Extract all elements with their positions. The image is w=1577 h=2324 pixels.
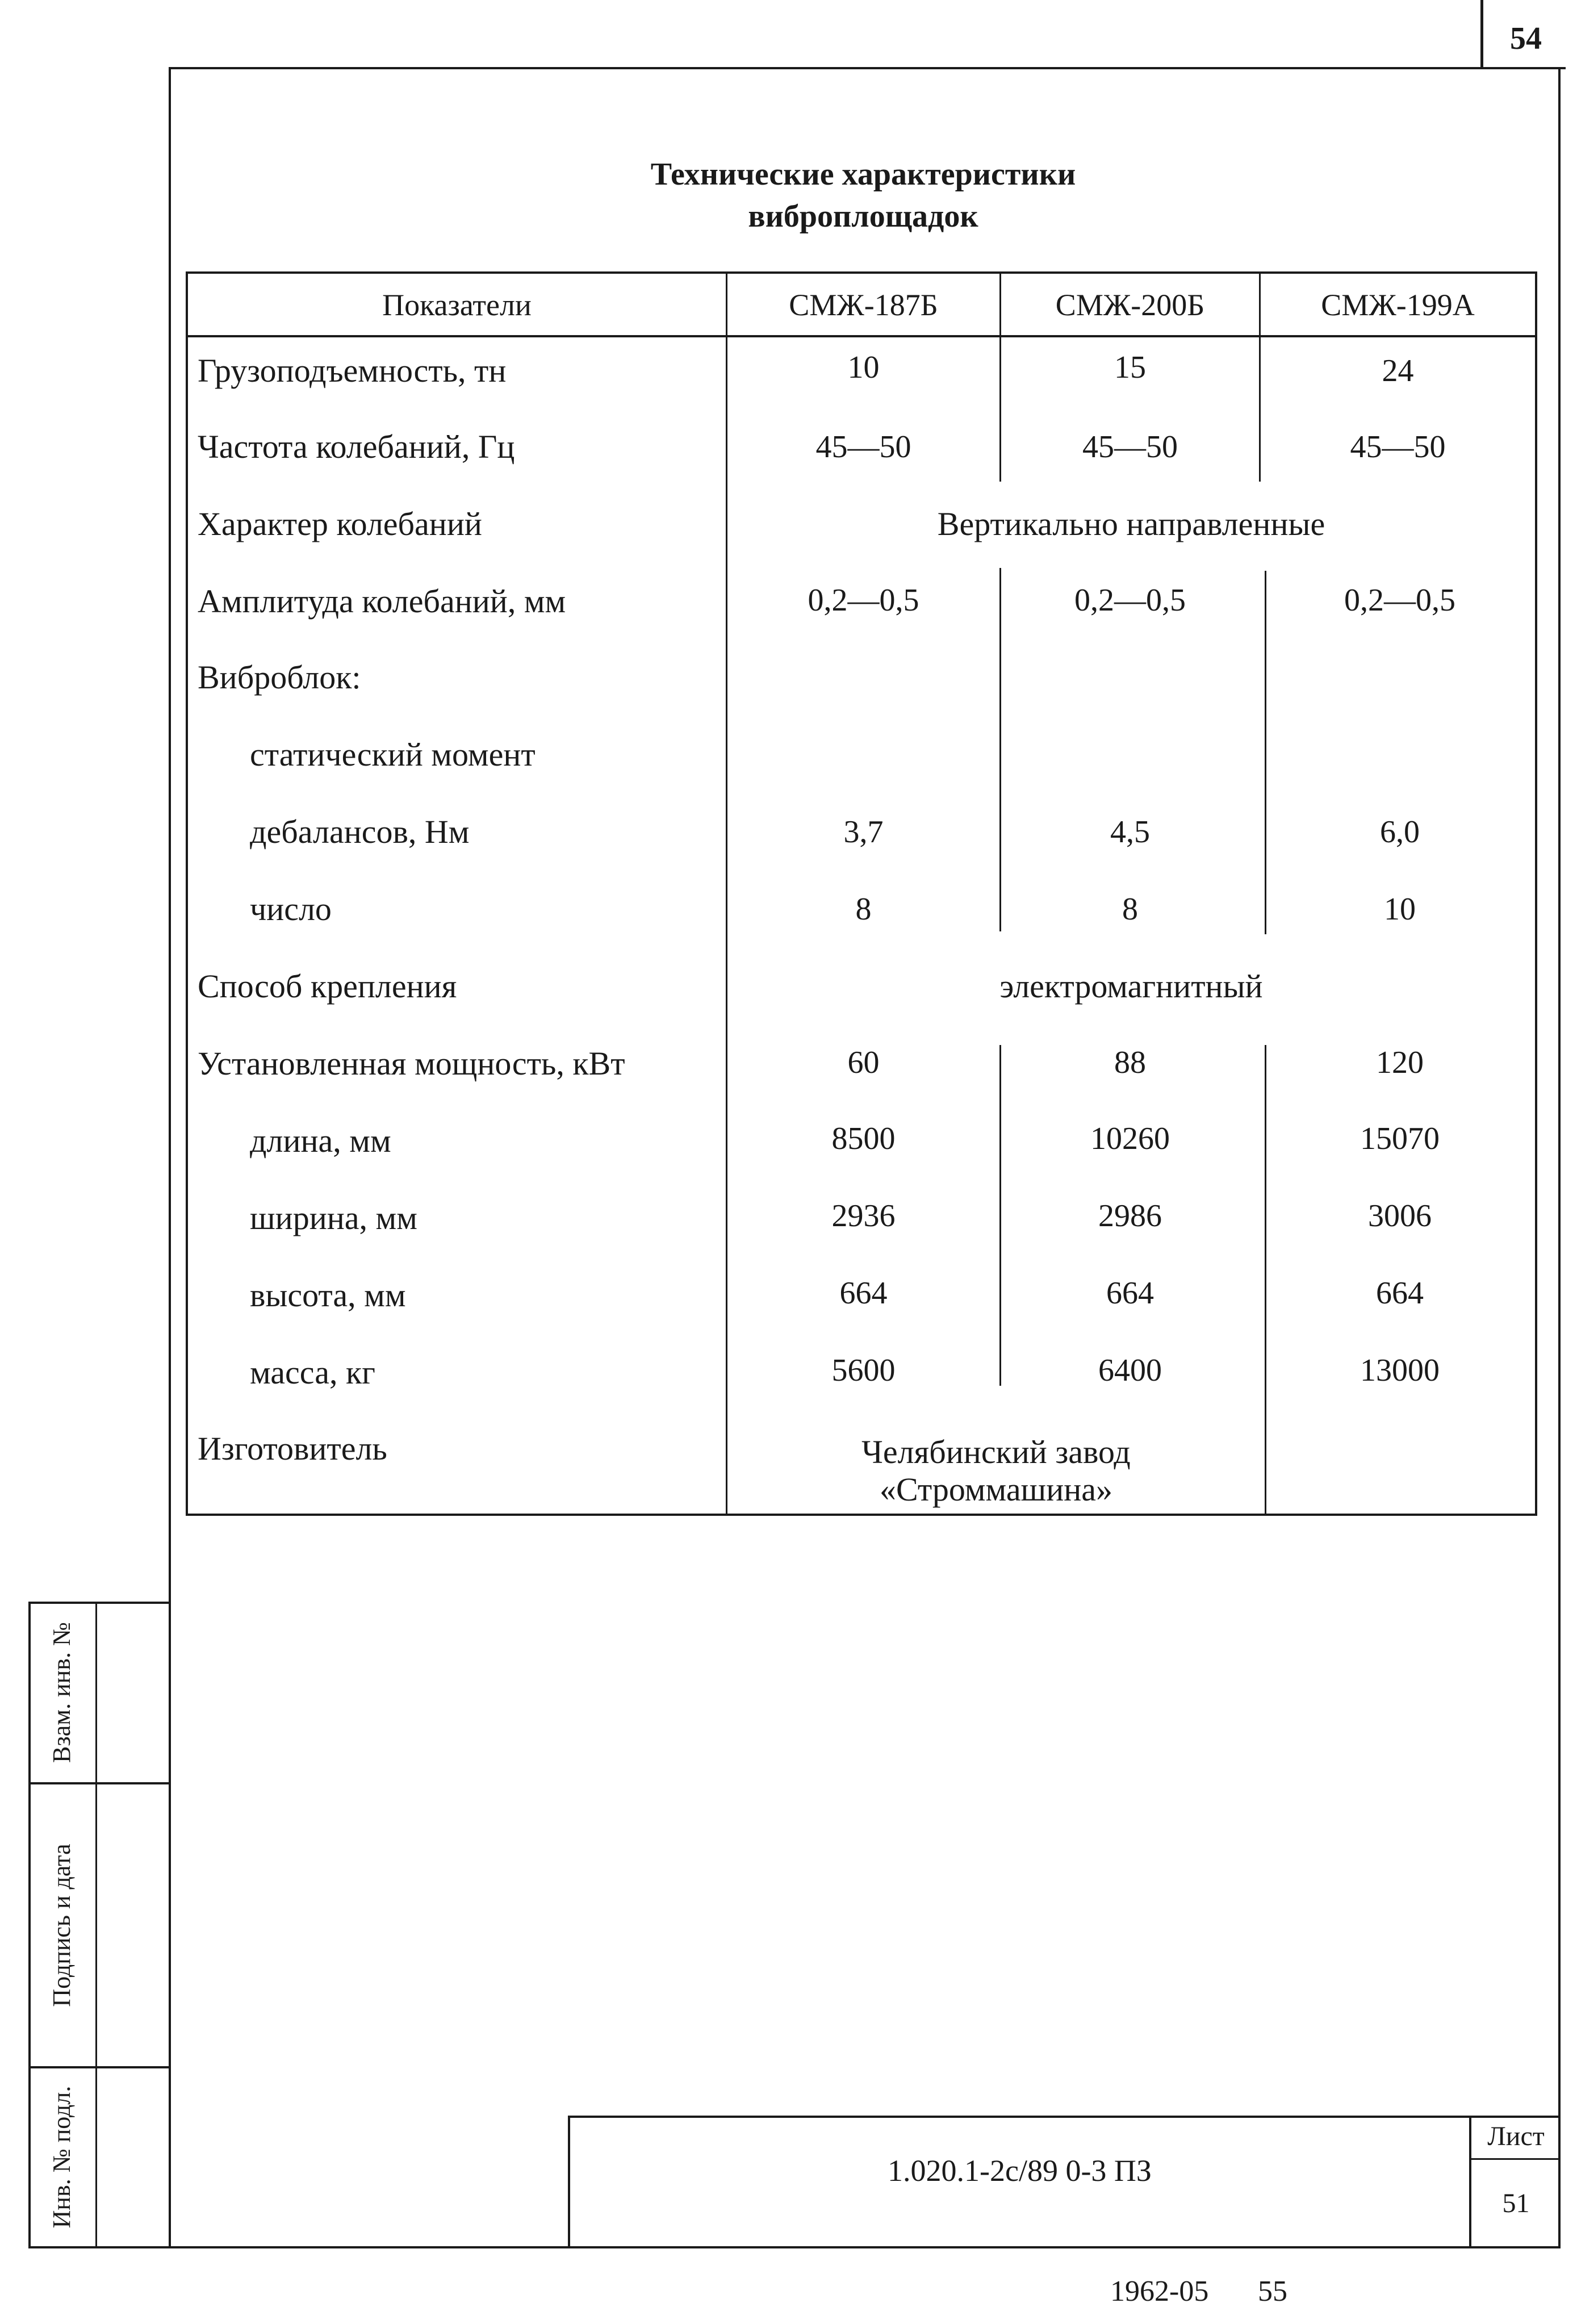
title-line-1: Технические характеристики — [650, 157, 1076, 192]
row-label-height: высота, мм — [250, 1277, 406, 1314]
frame-top — [169, 67, 1566, 69]
value-height-187b: 664 — [839, 1276, 888, 1311]
table-header-bottom — [186, 335, 1537, 337]
row-label-vibroblock: Виброблок: — [198, 659, 361, 696]
frame-left — [169, 67, 171, 2248]
document-title — [432, 153, 1295, 237]
value-mass-199a: 13000 — [1360, 1353, 1440, 1388]
side-label-vzam: Взам. инв. № — [48, 1622, 76, 1763]
table-col-divider-2-seg2 — [999, 568, 1001, 931]
value-length-200b: 10260 — [1090, 1121, 1170, 1156]
table-border-left — [186, 271, 188, 1516]
side-label-podpis: Подпись и дата — [48, 1844, 76, 2007]
value-mounting-merged: электромагнитный — [999, 968, 1263, 1005]
header-model-187b: СМЖ-187Б — [789, 288, 938, 322]
table-border-top — [186, 271, 1537, 274]
value-length-187b: 8500 — [831, 1121, 896, 1156]
value-width-199a: 3006 — [1368, 1198, 1432, 1234]
side-stamp-divider-1 — [28, 1782, 171, 1784]
row-label-amplitude: Амплитуда колебаний, мм — [198, 583, 566, 620]
side-label-inv: Инв. № подл. — [48, 2085, 76, 2229]
value-manufacturer-line2: «Строммашина» — [879, 1471, 1113, 1508]
value-width-200b: 2986 — [1098, 1198, 1162, 1234]
table-border-right — [1535, 271, 1537, 1516]
row-label-count: число — [250, 891, 332, 927]
title-block-sheet-divider — [1469, 2158, 1561, 2160]
row-label-length: длина, мм — [250, 1122, 391, 1159]
row-label-manufacturer: Изготовитель — [198, 1430, 387, 1467]
value-frequency-187b: 45—50 — [815, 429, 911, 465]
side-stamp-top — [28, 1602, 171, 1604]
value-amplitude-199a: 0,2—0,5 — [1344, 583, 1455, 618]
footer-page: 55 — [1258, 2275, 1287, 2308]
value-unbalance-200b: 4,5 — [1110, 814, 1150, 850]
frame-right — [1558, 67, 1561, 2248]
sheet-number: 51 — [1502, 2188, 1530, 2218]
side-stamp-outer-left — [28, 1602, 31, 2248]
value-capacity-200b: 15 — [1114, 350, 1146, 385]
frame-bottom — [28, 2246, 1561, 2248]
value-capacity-199a: 24 — [1382, 353, 1414, 388]
row-label-power: Установленная мощность, кВт — [198, 1045, 625, 1082]
row-label-unbalance: дебалансов, Нм — [250, 813, 470, 850]
value-power-187b: 60 — [847, 1045, 880, 1080]
value-frequency-199a: 45—50 — [1350, 429, 1446, 465]
value-count-199a: 10 — [1384, 892, 1416, 927]
value-mass-200b: 6400 — [1098, 1353, 1162, 1388]
header-model-200b: СМЖ-200Б — [1055, 288, 1205, 322]
value-unbalance-199a: 6,0 — [1380, 814, 1420, 850]
sheet-label: Лист — [1487, 2121, 1545, 2151]
header-indicators: Показатели — [382, 288, 532, 322]
value-manufacturer-line1: Челябинский завод — [861, 1433, 1131, 1470]
row-label-width: ширина, мм — [250, 1199, 417, 1236]
value-capacity-187b: 10 — [847, 350, 880, 385]
value-power-199a: 120 — [1376, 1045, 1424, 1080]
header-model-199a: СМЖ-199А — [1321, 288, 1475, 322]
value-unbalance-187b: 3,7 — [843, 814, 884, 850]
value-height-200b: 664 — [1106, 1276, 1154, 1311]
page-number: 54 — [1510, 21, 1542, 56]
side-stamp-inner-divider — [95, 1602, 97, 2248]
title-line-2: виброплощадок — [748, 199, 978, 234]
row-label-mounting: Способ крепления — [198, 968, 457, 1005]
value-power-200b: 88 — [1114, 1045, 1146, 1080]
row-label-frequency: Частота колебаний, Гц — [198, 428, 515, 465]
value-mass-187b: 5600 — [831, 1353, 896, 1388]
value-width-187b: 2936 — [831, 1198, 896, 1234]
row-label-static-moment: статический момент — [250, 736, 536, 773]
title-block-top — [568, 2116, 1561, 2118]
value-amplitude-200b: 0,2—0,5 — [1074, 583, 1186, 618]
value-vibration-type-merged: Вертикально направленные — [937, 505, 1325, 542]
footer-series: 1962-05 — [1110, 2275, 1209, 2308]
table-border-bottom — [186, 1514, 1537, 1516]
table-col-divider-3-seg2 — [1265, 571, 1266, 934]
value-count-200b: 8 — [1122, 892, 1138, 927]
value-height-199a: 664 — [1376, 1276, 1424, 1311]
value-amplitude-187b: 0,2—0,5 — [808, 583, 919, 618]
document-code: 1.020.1-2с/89 0-3 ПЗ — [888, 2154, 1152, 2188]
value-frequency-200b: 45—50 — [1082, 429, 1178, 465]
row-label-mass: масса, кг — [250, 1354, 375, 1391]
row-label-capacity: Грузоподъемность, тн — [198, 352, 507, 389]
row-label-vibration-type: Характер колебаний — [198, 505, 482, 542]
value-length-199a: 15070 — [1360, 1121, 1440, 1156]
value-count-187b: 8 — [855, 892, 872, 927]
